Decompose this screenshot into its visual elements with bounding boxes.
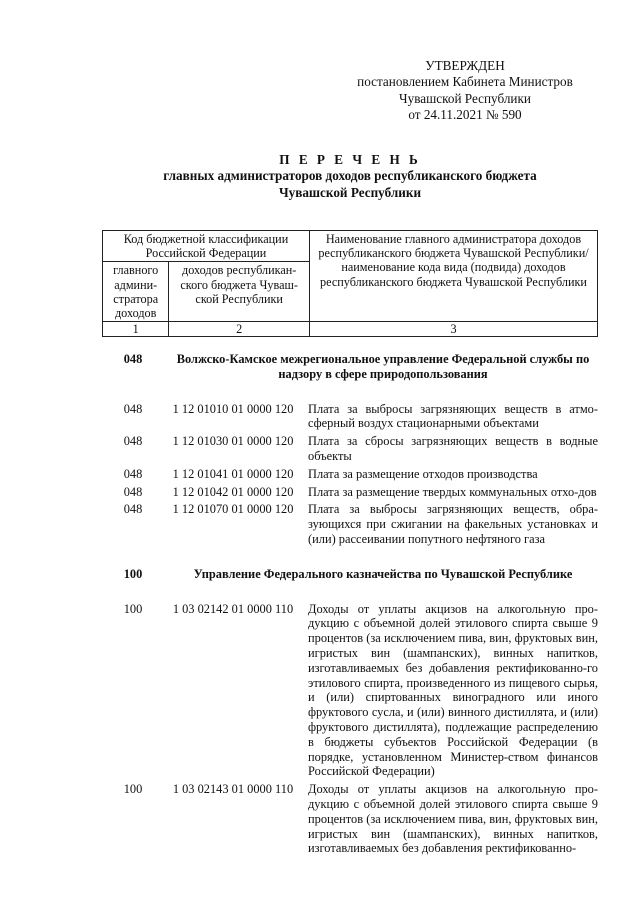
- header-income-code: доходов республикан-ского бюджета Чуваш-ской Республики: [169, 262, 310, 322]
- admin-code: 048: [123, 466, 143, 481]
- document-title: [70, 152, 630, 201]
- admin-code: 048: [123, 484, 143, 499]
- title-line-2: главных администраторов доходов республиканского бюджета: [163, 168, 537, 184]
- approval-republic: Чувашской Республики: [399, 90, 531, 106]
- income-name: Доходы от уплаты акцизов на алкогольную про-дукцию с объемной долей этилового спирта свыше 9 процентов (за исключением пива, вин, фруктовых вин, игристых вин (шампанских), винных напитков, изготавливаемых без добавления ректификованно-го этилового спирта, произведенного из пищевого сырья, и (или) спиртованных виноградного или иного фруктового сусла, и (или) винного дистиллята, и (или) фруктового дистиллята), подлежащие распределению в бюджеты субъектов Российской Федерации (в порядке, установленном Министер-ством финансов Российской Федерации): [308, 601, 598, 779]
- income-code: 1 12 01010 01 0000 120: [172, 401, 294, 416]
- income-code: 1 12 01041 01 0000 120: [172, 466, 294, 481]
- admin-code: 048: [123, 434, 143, 449]
- header-col-number: 2: [169, 322, 310, 337]
- income-name: Плата за сбросы загрязняющих веществ в водные объекты: [308, 434, 598, 463]
- income-name: Доходы от уплаты акцизов на алкогольную про-дукцию с объемной долей этилового спирта свыше 9 процентов (за исключением пива, вин, фруктовых вин, игристых вин (шампанских), винных напитков, изготавливаемых без добавления ректификованно-: [308, 782, 598, 856]
- header-kbk: Код бюджетной классификации Российской Федерации: [103, 231, 310, 262]
- income-name: Плата за выбросы загрязняющих веществ в атмо-сферный воздух стационарными объектами: [308, 401, 598, 431]
- income-code: 1 03 02142 01 0000 110: [172, 601, 294, 616]
- title-line-3: Чувашской Республики: [278, 184, 422, 200]
- title-heading: П Е Р Е Ч Е Н Ь: [279, 152, 421, 167]
- list-item: [102, 782, 598, 856]
- admin-code: 100: [123, 601, 143, 616]
- income-code: 1 12 01070 01 0000 120: [172, 502, 294, 517]
- list-item: [102, 467, 598, 482]
- section-title: Волжско-Камское межрегиональное управление Федеральной службы по надзору в сфере природопользования: [176, 352, 590, 381]
- approval-heading: УТВЕРЖДЕН: [425, 58, 505, 73]
- admin-code: 100: [123, 782, 143, 797]
- list-item: [102, 485, 598, 500]
- header-name: Наименование главного администратора доходов республиканского бюджета Чувашской Республики/наименование кода вида (подвида) доходов республиканского бюджета Чувашской Республики: [309, 231, 597, 322]
- header-col-number: 1: [103, 322, 169, 337]
- approval-decree: постановлением Кабинета Министров: [357, 74, 573, 90]
- admin-code: 048: [123, 401, 143, 416]
- admin-code: 048: [123, 502, 143, 517]
- list-item: [102, 434, 598, 464]
- section-code: 048: [123, 352, 143, 366]
- section-title: Управление Федерального казначейства по Чувашской Республике: [193, 566, 573, 581]
- income-name: Плата за выбросы загрязняющих веществ, обра-зующихся при сжигании на факельных установках и (или) рассеивании попутного нефтяного газа: [308, 502, 598, 546]
- list-item: [102, 602, 598, 780]
- header-admin-code: главного админи-стратора доходов: [103, 262, 169, 322]
- income-name: Плата за размещение твердых коммунальных отхо-дов: [308, 484, 597, 499]
- income-code: 1 12 01042 01 0000 120: [172, 484, 294, 499]
- header-table: [102, 230, 598, 337]
- approval-date: от 24.11.2021 № 590: [408, 107, 522, 123]
- header-col-number: 3: [309, 322, 597, 337]
- income-name: Плата за размещение отходов производства: [308, 466, 538, 481]
- income-code: 1 03 02143 01 0000 110: [172, 782, 294, 797]
- list-item: [102, 402, 598, 432]
- section-heading: [102, 567, 598, 582]
- entries-list: [102, 352, 598, 859]
- approval-block: [340, 58, 590, 124]
- section-code: 100: [123, 566, 143, 581]
- list-item: [102, 502, 598, 546]
- section-heading: [102, 352, 598, 382]
- income-code: 1 12 01030 01 0000 120: [172, 434, 294, 449]
